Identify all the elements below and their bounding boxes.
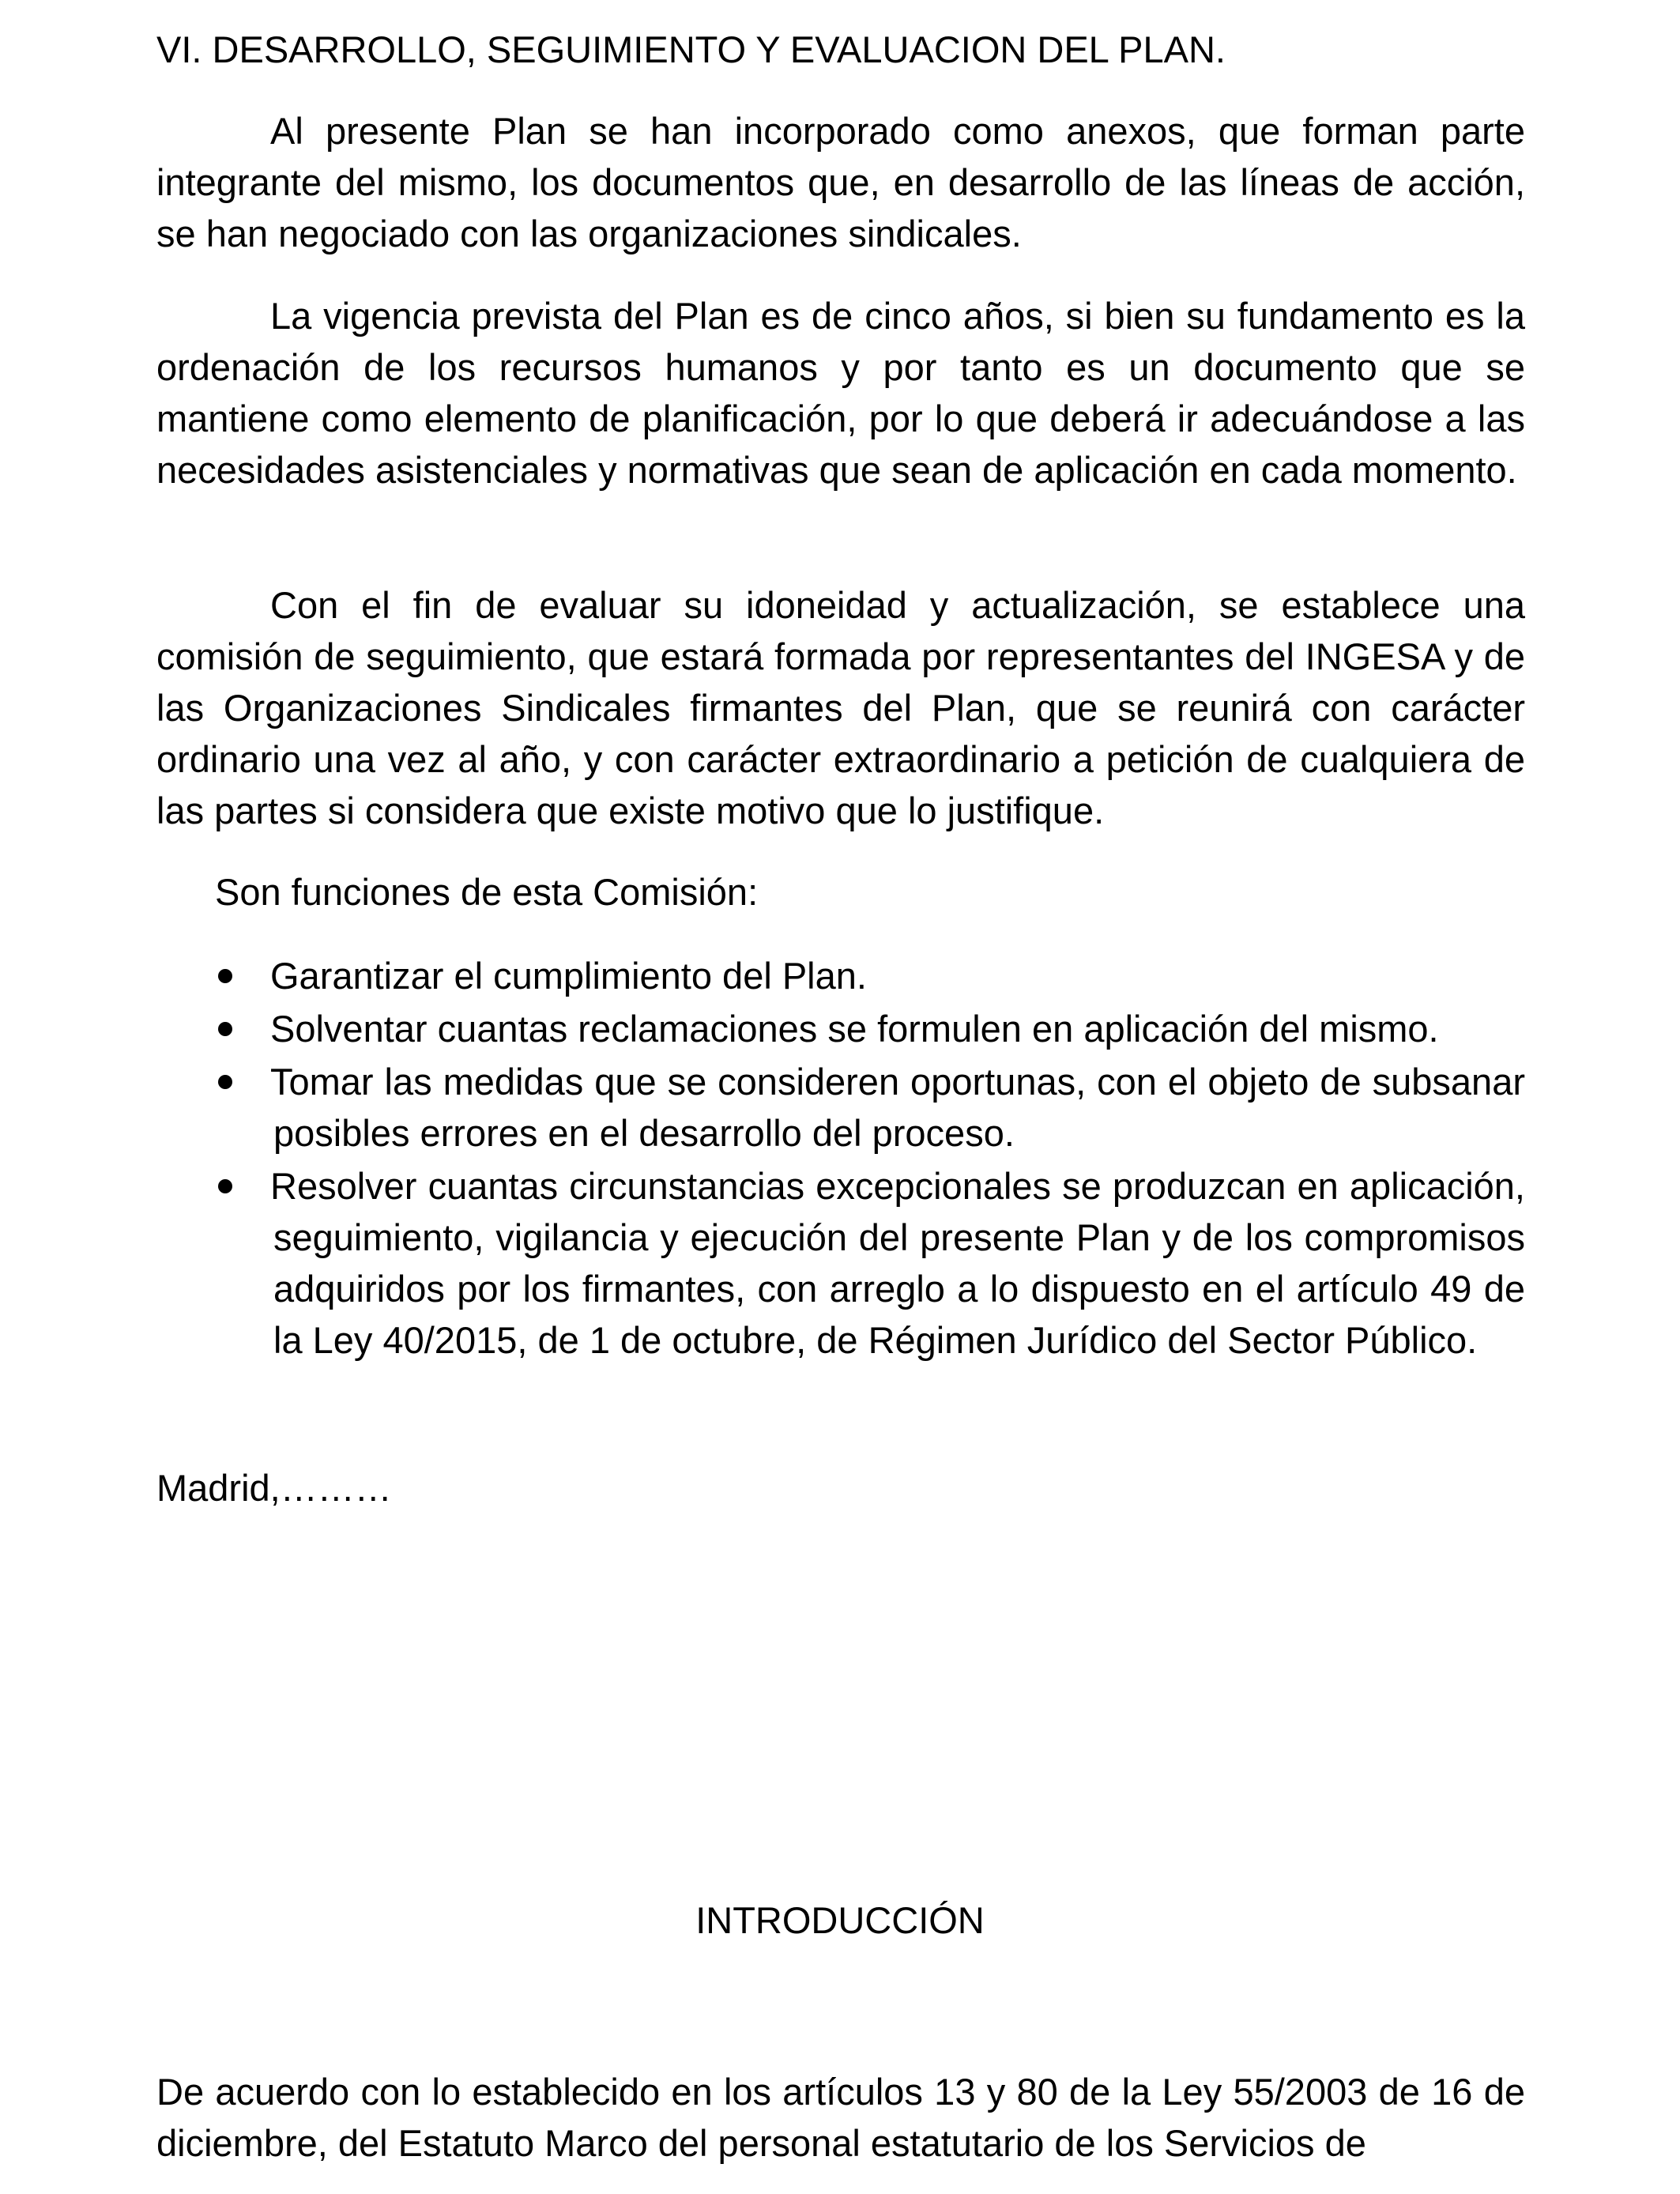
list-item [156,1160,1525,1366]
list-item-text: Tomar las medidas que se consideren oportunas, con el objeto de subsanar posibles errores en el desarrollo del proceso. [270,1061,1525,1154]
list-item [156,1003,1525,1054]
bullet-icon [218,1075,232,1089]
paragraph-commission: Con el fin de evaluar su idoneidad y actualización, se establece una comisión de seguimiento, que estará formada por representantes del INGESA y de las Organizaciones Sindicales firmantes del Plan, que se reunirá con carácter ordinario una vez al año, y con carácter extraordinario a petición de cualquiera de las partes si considera que existe motivo que lo justifique. [156,584,1525,831]
bullet-icon [218,1179,232,1193]
place-date-line: Madrid,……… [156,1467,392,1509]
introduction-heading: INTRODUCCIÓN [695,1899,985,1941]
paragraph-validity: La vigencia prevista del Plan es de cinco años, si bien su fundamento es la ordenación de los recursos humanos y por tanto es un documento que se mantiene como elemento de planificación, por lo que deberá ir adecuándose a las necesidades asistenciales y normativas que sean de aplicación en cada momento. [156,295,1525,491]
paragraph-introduction: De acuerdo con lo establecido en los artículos 13 y 80 de la Ley 55/2003 de 16 de diciembre, del Estatuto Marco del personal estatutario de los Servicios de [156,2071,1525,2164]
section-heading: VI. DESARROLLO, SEGUIMIENTO Y EVALUACION DEL PLAN. [156,28,1226,70]
list-item [156,950,1525,1001]
bullet-icon [218,969,232,983]
list-item-text: Garantizar el cumplimiento del Plan. [270,955,867,997]
paragraph-annexes: Al presente Plan se han incorporado como anexos, que forman parte integrante del mismo, los documentos que, en desarrollo de las líneas de acción, se han negociado con las organizaciones sindicales. [156,110,1525,254]
functions-list [156,950,1525,1367]
list-item-text: Resolver cuantas circunstancias excepcionales se produzcan en aplicación, seguimiento, vigilancia y ejecución del presente Plan y de los compromisos adquiridos por los firmantes, con arreglo a lo dispuesto en el artículo 49 de la Ley 40/2015, de 1 de octubre, de Régimen Jurídico del Sector Público. [270,1165,1525,1361]
functions-intro: Son funciones de esta Comisión: [215,871,759,913]
bullet-icon [218,1022,232,1036]
list-item [156,1056,1525,1159]
list-item-text: Solventar cuantas reclamaciones se formulen en aplicación del mismo. [270,1008,1439,1050]
